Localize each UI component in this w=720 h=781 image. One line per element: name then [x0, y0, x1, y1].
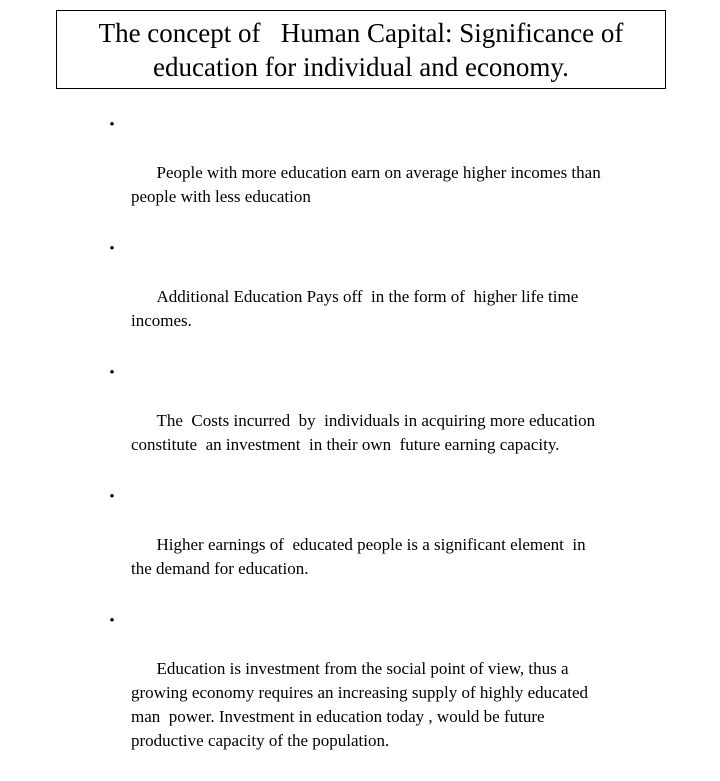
bullet-text: People with more education earn on average higher incomes than people with less education — [131, 163, 605, 206]
bullet-item — [106, 237, 606, 357]
bullet-list — [106, 113, 606, 781]
bullet-text: The Costs incurred by individuals in acquiring more education constitute an investment in their own future earning capacity. — [131, 411, 600, 454]
bullet-text: Education is investment from the social point of view, thus a growing economy requires an increasing supply of highly educated man power. Investment in education today , would be future productive capacity of the population. — [131, 659, 597, 750]
title-box — [56, 10, 666, 89]
bullet-icon: • — [109, 365, 115, 381]
bullet-icon: • — [109, 241, 115, 257]
bullet-item — [106, 113, 606, 233]
bullet-icon: • — [109, 613, 115, 629]
bullet-icon: • — [109, 117, 115, 133]
bullet-item — [106, 609, 606, 777]
bullet-text: Additional Education Pays off in the form of higher life time incomes. — [131, 287, 583, 330]
bullet-item — [106, 361, 606, 481]
bullet-icon: • — [109, 489, 115, 505]
bullet-item — [106, 485, 606, 605]
slide-title: The concept of Human Capital: Significance of education for individual and economy. — [98, 17, 631, 82]
bullet-text: Higher earnings of educated people is a significant element in the demand for education. — [131, 535, 590, 578]
